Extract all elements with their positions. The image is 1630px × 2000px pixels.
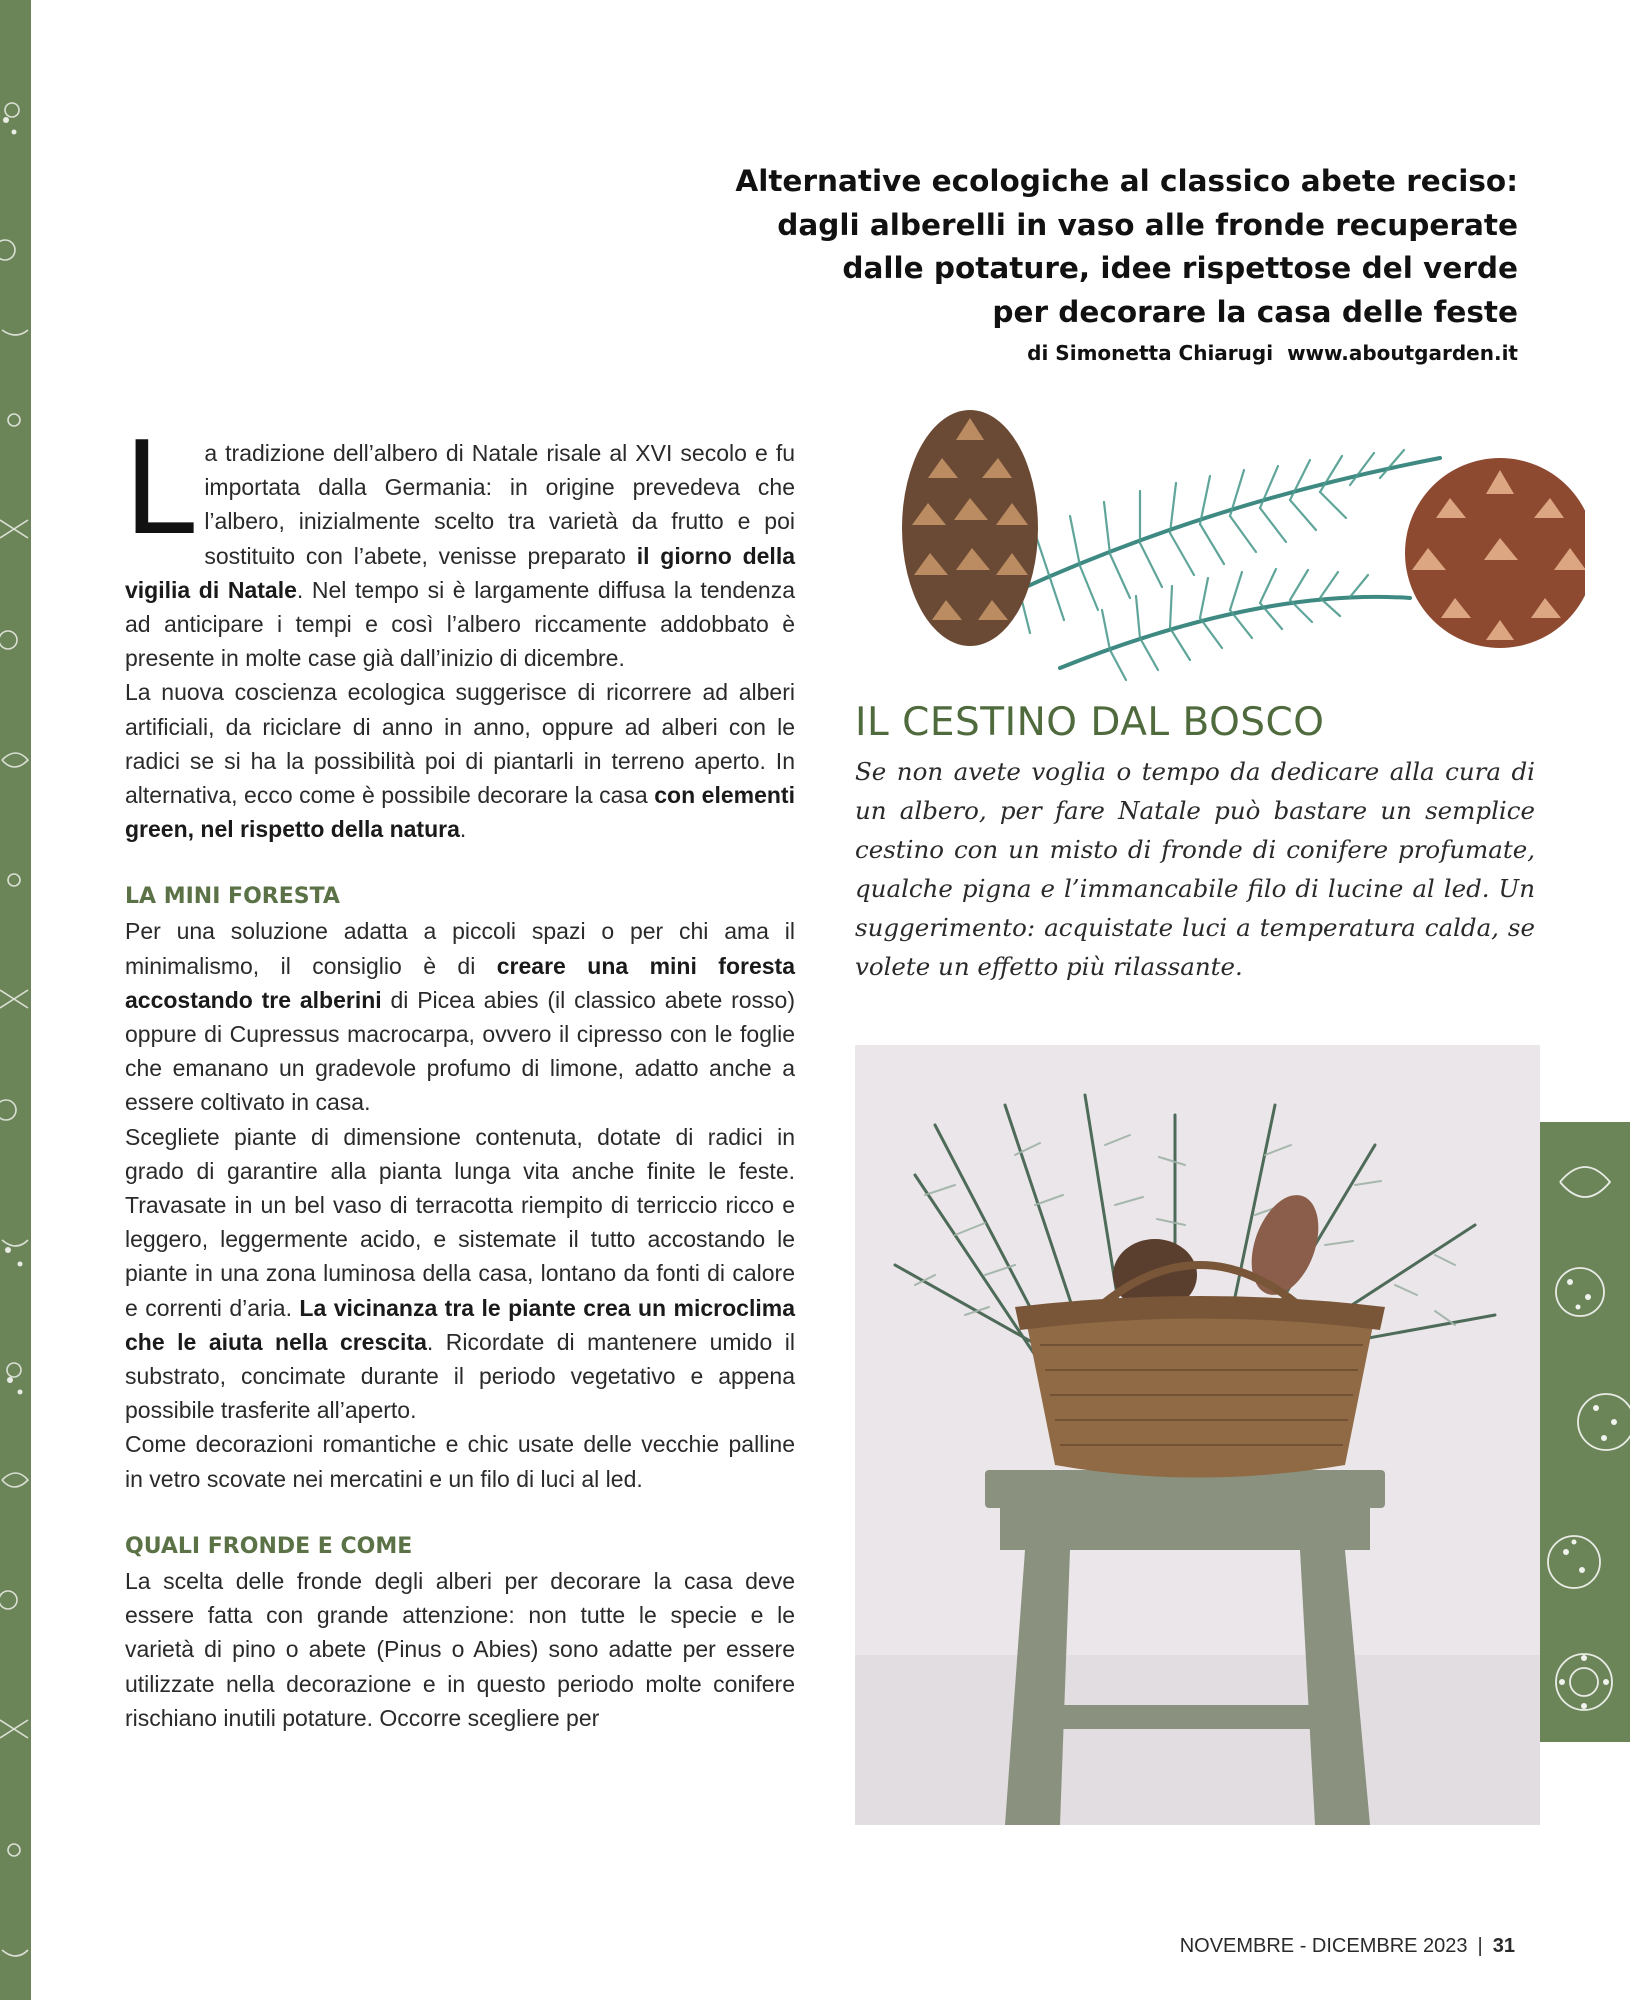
left-decorative-strip: [0, 0, 31, 2000]
bold-phrase: il giorno della vigilia di Natale: [125, 542, 796, 603]
pinecone-red-icon: [1405, 458, 1585, 648]
paragraph: Come decorazioni romantiche e chic usate delle vecchie palline in vetro scovate nei mercatini e un filo di luci al led.: [125, 1431, 795, 1492]
issue-date: NOVEMBRE - DICEMBRE 2023: [1179, 1935, 1468, 1957]
drop-cap: L: [123, 415, 195, 564]
article-subtitle: [618, 160, 1518, 334]
paragraph: Scegliete piante di dimensione contenuta, dotate di radici in grado di garantire alla pianta lunga vita anche finite le feste. Travasate in un bel vaso di terracotta riempito di terriccio ricco e leggero, leggermente acido, e sistemate il tutto accostando le piante in una zona luminosa della casa, lontano da fonti di calore e correnti d’aria. La vicinanza tra le piante crea un microclima che le aiuta nella crescita. Ricordate di mantenere umido il substrato, concimate durante il periodo vegetativo e appena possibile trasferite all’aperto.: [125, 1123, 795, 1424]
footer-separator: |: [1477, 1935, 1483, 1957]
bold-phrase: con elementi green, nel rispetto della natura: [125, 782, 795, 843]
subtitle-line: dagli alberelli in vaso alle fronde recuperate: [777, 207, 1518, 242]
page-number: 31: [1492, 1935, 1515, 1957]
article-body: [123, 415, 796, 1735]
section-heading-fronde: QUALI FRONDE E COME: [125, 1533, 413, 1559]
section-heading-mini-foresta: LA MINI FORESTA: [125, 884, 340, 910]
subtitle-line: dalle potature, idee rispettose del verde: [842, 251, 1518, 285]
byline: [1027, 341, 1518, 365]
bold-phrase: creare una mini foresta accostando tre alberini: [125, 952, 795, 1013]
pinecone-brown-icon: [902, 410, 1038, 646]
byline-author: di Simonetta Chiarugi: [1027, 341, 1274, 365]
pinecone-branch-illustration: [880, 388, 1585, 688]
ornament-pattern-icon: [1540, 1122, 1630, 1742]
bold-phrase: La vicinanza tra le piante crea un microclima che le aiuta nella crescita: [125, 1294, 795, 1355]
paragraph: La tradizione dell’albero di Natale risale al XVI secolo e fu importata dalla Germania: in origine prevedeva che l’albero, inizialmente scelto tra varietà da frutto e poi sostituito con l’abete, venisse preparato il giorno della vigilia di Natale. Nel tempo si è largamente diffusa la tendenza ad anticipare i tempi e così l’albero riccamente addobbato è presente in molte case già dall’inizio di dicembre.: [123, 415, 796, 672]
sidebar-text: Se non avete voglia o tempo da dedicare alla cura di un albero, per fare Natale può bastare un semplice cestino con un misto di fronde di conifere profumate, qualche pigna e l’immancabile filo di lucine al led. Un suggerimento: acquistate luci a temperatura calda, se volete un effetto più rilassante.: [855, 757, 1535, 981]
sidebar-title: IL CESTINO DAL BOSCO: [855, 700, 1325, 745]
subtitle-line: Alternative ecologiche al classico abete reciso:: [735, 164, 1518, 198]
subtitle-line: per decorare la casa delle feste: [992, 294, 1518, 329]
paragraph: Per una soluzione adatta a piccoli spazi o per chi ama il minimalismo, il consiglio è di creare una mini foresta accostando tre alberini di Picea abies (il classico abete rosso) oppure di Cupressus macrocarpa, ovvero il cipresso con le foglie che emanano un gradevole profumo di limone, adatto anche a essere coltivato in casa.: [125, 918, 795, 1116]
paragraph: La scelta delle fronde degli alberi per decorare la casa deve essere fatta con grande attenzione: non tutte le specie e le varietà di pino o abete (Pinus o Abies) sono adatte per essere utilizzate nella decorazione e in questo periodo molte conifere rischiano inutili potature. Occorre scegliere per: [125, 1567, 795, 1731]
page-footer: [1180, 1935, 1515, 1958]
paragraph: La nuova coscienza ecologica suggerisce di ricorrere ad alberi artificiali, da riciclare di anno in anno, oppure ad alberi con le radici se si ha la possibilità poi di piantarli in terreno aperto. In alternativa, ecco come è possibile decorare la casa con elementi green, nel rispetto della natura.: [125, 679, 795, 843]
ornament-pattern-icon: [0, 0, 31, 2000]
right-decorative-tab: [1540, 1122, 1630, 1742]
basket-on-stool-photo: [855, 1045, 1540, 1825]
byline-site: www.aboutgarden.it: [1287, 341, 1518, 365]
